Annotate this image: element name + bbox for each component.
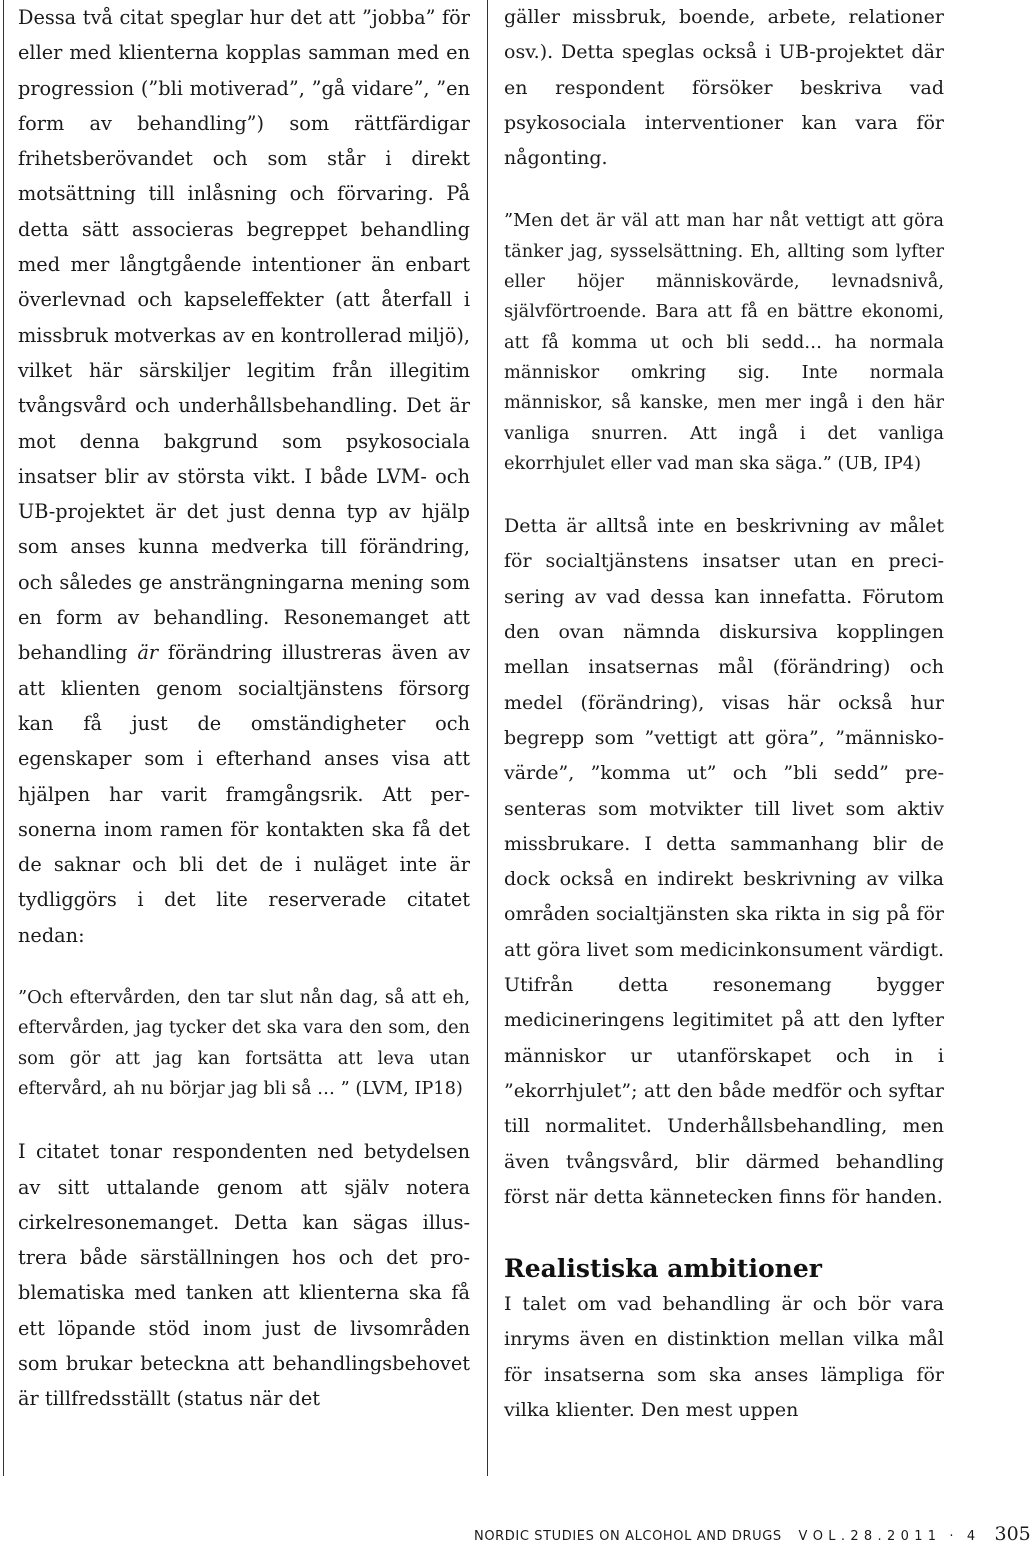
- body-paragraph: I talet om vad behandling är och bör vara inryms även en distinktion mellan vilka mål för insatserna som ska anses lämpliga för vilka klienter. Den mest uppen: [504, 1293, 944, 1421]
- volume-label: V O L . 2 8 . 2 0 1 1: [798, 1529, 937, 1544]
- page-number: 305: [994, 1523, 1031, 1545]
- body-paragraph: Detta är alltså inte en beskrivning av målet för socialtjänstens insatser utan en precisering av vad dessa kan innefatta. Förutom den ovan nämnda diskursiva kopplingen mellan insatsernas mål (förändring) och medel (förändring), visas här också hur begrepp som ”vettigt att göra”, ”människovärde”, ”komma ut” och ”bli sedd” presenteras som motvikter till livet som aktiv missbrukare. I detta sammanhang blir de dock också en indirekt beskrivning av vilka områden socialtjänsten ska rikta in sig på för att göra livet som medicinkonsument värdigt. Utifrån detta resonemang bygger medicineringens legitimitet på att den lyfter människor ur utanförskapet och in i ”ekorrhjulet”; att den både medför och syftar till normalitet. Underhållsbehandling, men även tvångsvård, blir därmed behandling först när detta kännetecken finns för handen.: [504, 515, 944, 1208]
- body-paragraph: [18, 0, 470, 953]
- body-paragraph: gäller missbruk, boende, arbete, relationer osv.). Detta speglas också i UB-projektet där en respondent försöker beskriva vad psykosociala interventioner kan vara för någonting.: [504, 6, 944, 170]
- body-paragraph: I citatet tonar respondenten ned betydelsen av sitt uttalande genom att själv notera cirkelresonemanget. Detta kan sägas illustrera både särställningen hos och det problematiska med tanken att klienterna ska få ett löpande stöd inom just de livsområden som brukar beteckna att behandlingsbehovet är tillfredsställt (status när det: [18, 1140, 470, 1411]
- journal-name: NORDIC STUDIES ON ALCOHOL AND DRUGS: [474, 1529, 782, 1544]
- paragraph-text: Dessa två citat speglar hur det att ”jobba” för eller med klienterna kopplas samman med en progression (”bli motiverad”, ”gå vidare”, ”en form av behandling”) som rättfärdigar frihetsberövandet och som står i direkt motsättning till inlåsning och förvaring. På detta sätt associeras begreppet behandling med mer långtgående intentioner än enbart överlevnad och kapseleffekter (att återfall i missbruk motverkas av en kontrollerad miljö), vilket här särskiljer legitim från illegitim tvångsvård och underhållsbehandling. Det är mot denna bakgrund som psykosociala insatser blir av största vikt. I både LVM- och UB-projektet är det just denna typ av hjälp som anses kunna medverka till förändring, och således ge ansträngningarna mening som en form av behandling. Resonemanget att behandling: [18, 6, 470, 665]
- block-quote: ”Men det är väl att man har nåt vettigt att göra tänker jag, sysselsättning. Eh, allting som lyfter eller höjer människovärde, levnadsnivå, självförtroende. Bara att få en bättre ekonomi, att få komma ut och bli sedd… ha normala människor omkring sig. Inte normala människor, så kanske, men mer ingå i den här vanliga snurren. Att ingå i det vanliga ekorrhjulet eller vad man ska säga.” (UB, IP4): [504, 210, 944, 474]
- page-footer: [474, 1524, 1031, 1547]
- emphasis-text: är: [137, 641, 159, 665]
- paragraph-text-tail: förändring illustreras även av att klienten genom socialtjänstens försorg kan få just de omständigheter och egenskaper som i efterhand anses visa att hjälpen har varit framgångsrik. Att personerna inom ramen för kontakten ska få det de saknar och bli det de i nuläget inte är tydliggörs i det lite reserverade citatet nedan:: [18, 641, 470, 947]
- footer-separator: ·: [949, 1529, 955, 1544]
- left-margin-rule: [3, 0, 4, 1476]
- block-quote: ”Och eftervården, den tar slut nån dag, så att eh, eftervården, jag tycker det ska vara den som, den som gör att jag kan fortsätta att leva utan eftervård, ah nu börjar jag bli så … ” (LVM, IP18): [18, 987, 470, 1099]
- issue-number: 4: [966, 1529, 976, 1544]
- section-heading: Realistiska ambitioner: [504, 1254, 822, 1284]
- left-column: [18, 0, 470, 1417]
- right-column: [504, 0, 944, 1428]
- column-divider-rule: [487, 0, 488, 1476]
